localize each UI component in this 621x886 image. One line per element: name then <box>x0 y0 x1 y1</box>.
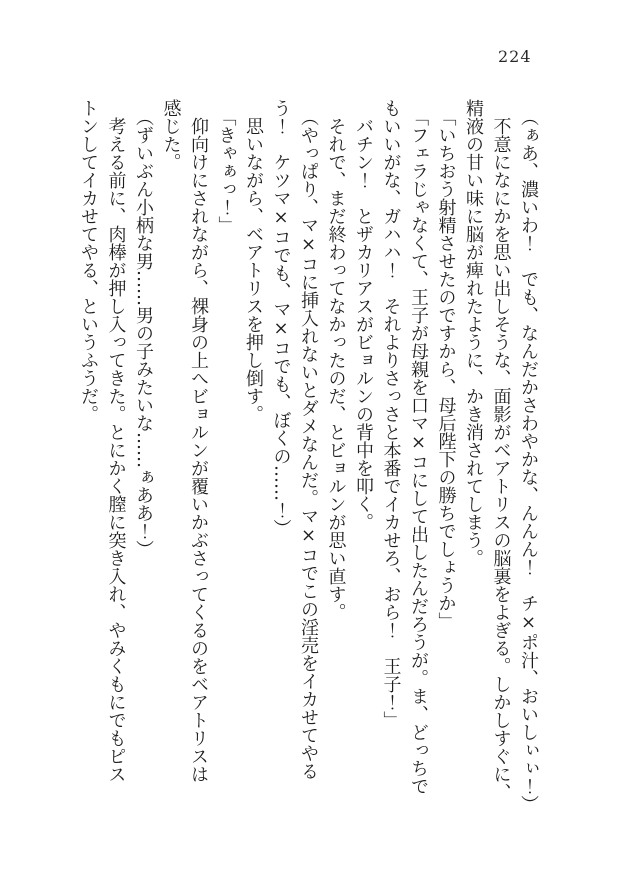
text-line: トンしてイカせてやる、というふうだ。 <box>78 99 99 423</box>
text-line: う！ ケツマ×コでも、マ×コでも、ぼくの……！） <box>270 99 292 537</box>
text-line: 感じた。 <box>160 99 182 171</box>
text-line: バチン！ とザカリアスがビョルンの背中を叩く。 <box>353 99 374 531</box>
text-line: （ずいぶん小柄な男……男の子みたいな……ぁああ！） <box>133 99 154 558</box>
text-line: （ぁあ、濃いわ！ でも、なんだかさわやかな、んんん！ チ×ポ汁、おいしぃぃ！） <box>518 99 539 813</box>
page-number: 224 <box>498 47 532 66</box>
text-line: もいいがな、ガハハ！ それよりさっさと本番でイカせろ、おら！ 王子！」 <box>380 99 402 729</box>
text-line: 不意になにかを思い出しそうな、面影がベアトリスの脳裏をよぎる。しかしすぐに、 <box>490 99 512 801</box>
text-line: 仰向けにされながら、裸身の上へビョルンが覆いかぶさってくるのをベアトリスは <box>188 99 209 783</box>
text-line: 思いながら、ベアトリスを押し倒す。 <box>243 99 264 423</box>
text-line: 精液の甘い味に脳が痺れたように、かき消されてしまう。 <box>463 99 484 567</box>
text-line: 「フェラじゃなくて、王子が母親を口マ×コにして出したんだろうが。ま、どっちで <box>408 99 429 795</box>
text-line: それで、まだ終わってなかったのだ、とビョルンが思い直す。 <box>325 99 347 621</box>
text-line: 「きゃぁっ！」 <box>215 99 237 234</box>
text-line: （やっぱり、マ×コに挿入れないとダメなんだ。マ×コでこの淫売をイカせてやる <box>298 99 319 780</box>
text-line: 考える前に、肉棒が押し入ってきた。とにかく膣に突き入れ、やみくもにでもピス <box>105 99 127 783</box>
text-line: 「いちおう射精させたのですから、母后陛下の勝ちでしょうか」 <box>435 99 457 630</box>
vertical-text-block <box>75 99 543 839</box>
